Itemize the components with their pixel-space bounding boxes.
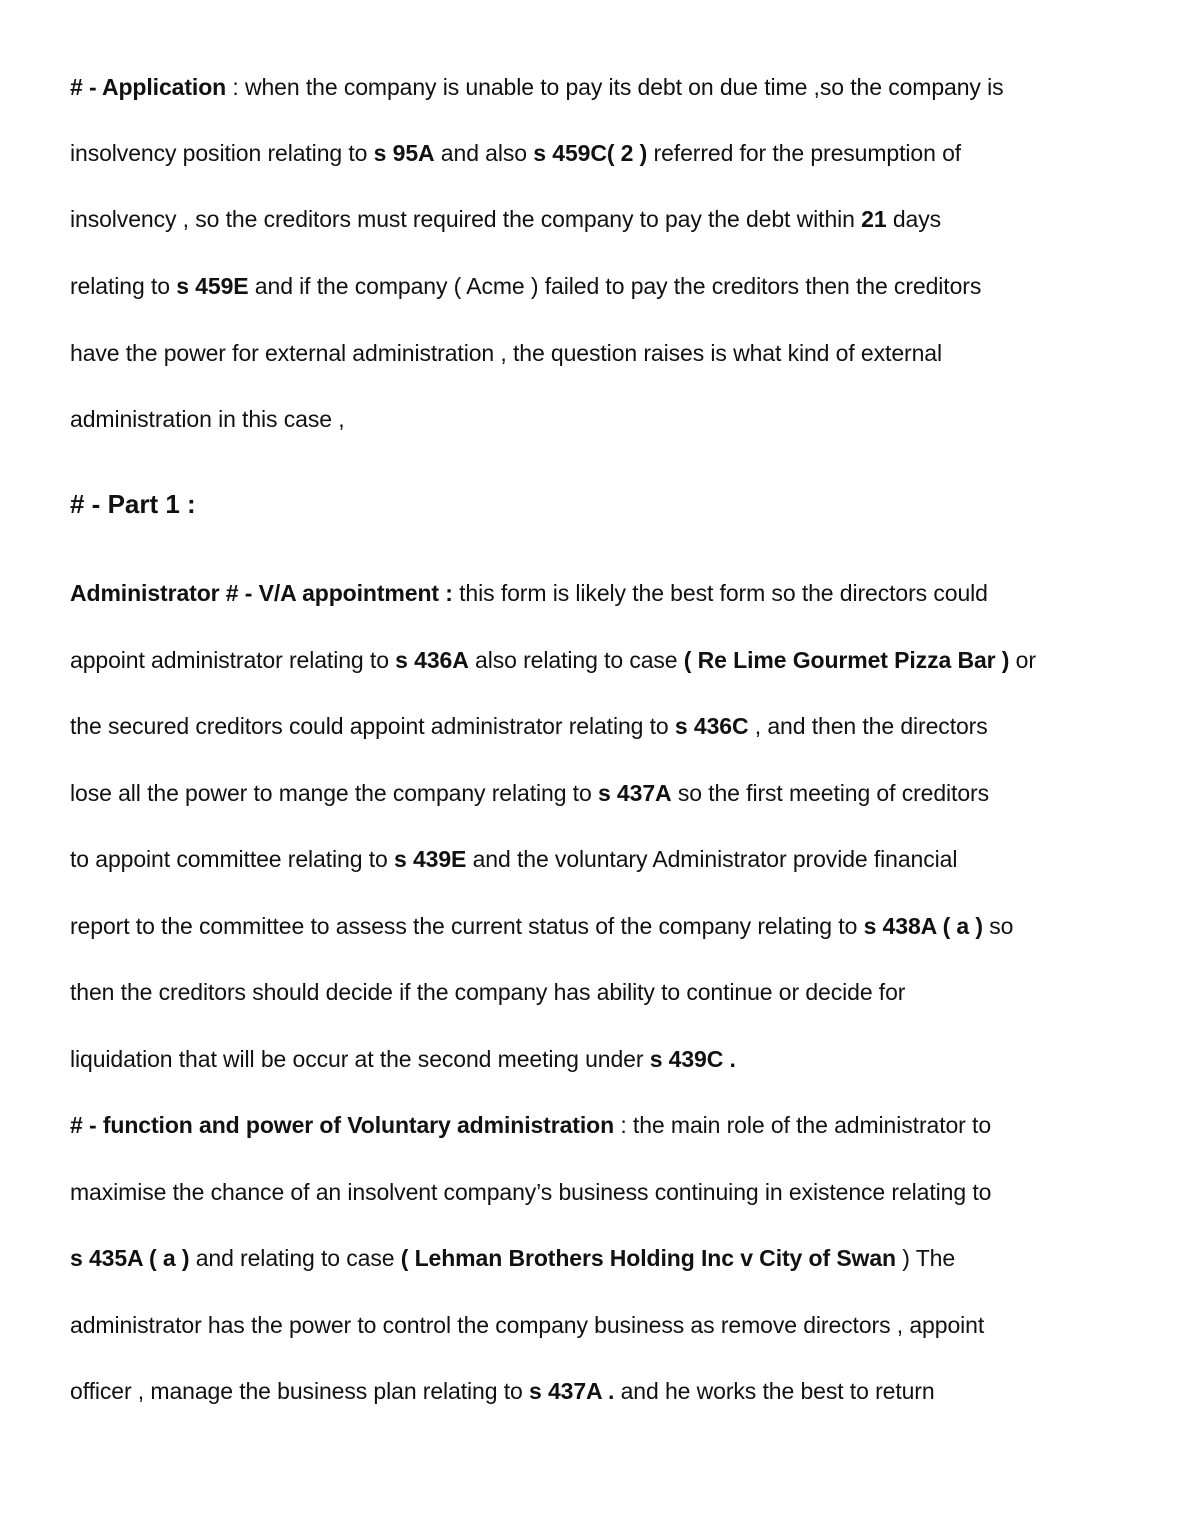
application-line-6: administration in this case , [70, 406, 345, 432]
administrator-line-8: liquidation that will be occur at the second meeting under s 439C . [70, 1046, 736, 1072]
administrator-line-5: to appoint committee relating to s 439E and the voluntary Administrator provide financial [70, 846, 958, 872]
function-line-5: officer , manage the business plan relating to s 437A . and he works the best to return [70, 1378, 935, 1404]
administrator-line-2: appoint administrator relating to s 436A also relating to case ( Re Lime Gourmet Pizza Bar ) or [70, 647, 1036, 673]
function-line-3: s 435A ( a ) and relating to case ( Lehman Brothers Holding Inc v City of Swan ) The [70, 1245, 956, 1271]
administrator-line-6: report to the committee to assess the current status of the company relating to s 438A ( a ) so [70, 913, 1014, 939]
administrator-line-4: lose all the power to mange the company relating to s 437A so the first meeting of creditors [70, 780, 989, 806]
administrator-line-1: Administrator # - V/A appointment : this form is likely the best form so the directors could [70, 580, 988, 606]
function-heading: # - function and power of Voluntary administration [70, 1112, 615, 1138]
application-line-1: # - Application : when the company is unable to pay its debt on due time ,so the company is [70, 74, 1004, 100]
application-line-4: relating to s 459E and if the company ( Acme ) failed to pay the creditors then the creditors [70, 273, 982, 299]
application-heading: # - Application [70, 74, 227, 100]
application-line-2: insolvency position relating to s 95A and also s 459C( 2 ) referred for the presumption of [70, 140, 962, 166]
administrator-line-7: then the creditors should decide if the company has ability to continue or decide for [70, 979, 906, 1005]
application-line-5: have the power for external administration , the question raises is what kind of external [70, 340, 942, 366]
administrator-line-3: the secured creditors could appoint administrator relating to s 436C , and then the directors [70, 713, 988, 739]
function-line-4: administrator has the power to control the company business as remove directors , appoint [70, 1312, 985, 1338]
part1-heading: # - Part 1 : [70, 489, 196, 519]
function-line-1: # - function and power of Voluntary administration : the main role of the administrator to [70, 1112, 992, 1138]
function-line-2: maximise the chance of an insolvent company’s business continuing in existence relating to [70, 1179, 992, 1205]
application-line-3: insolvency , so the creditors must required the company to pay the debt within 21 days [70, 206, 942, 232]
administrator-heading: Administrator # - V/A appointment : [70, 580, 453, 606]
